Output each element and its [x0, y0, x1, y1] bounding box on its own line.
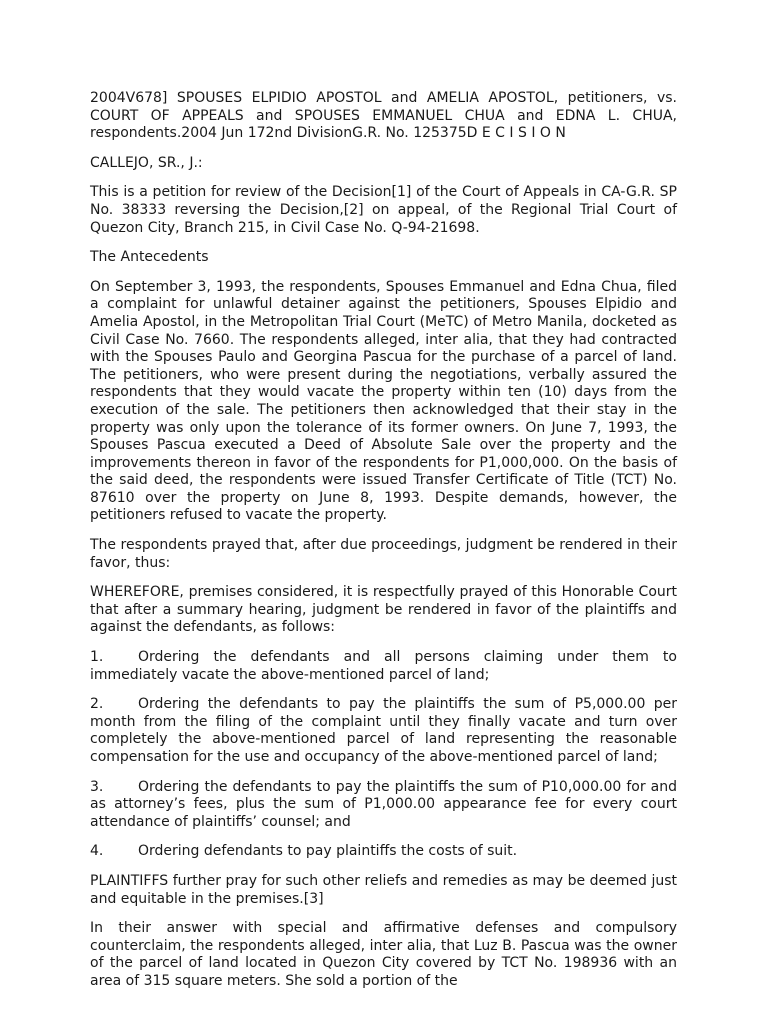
- list-item-text: Ordering the defendants and all persons claiming under them to immediately vacate the above-mentioned parcel of land;: [90, 649, 677, 683]
- list-item-text: Ordering defendants to pay plaintiffs the costs of suit.: [138, 843, 518, 860]
- wherefore-paragraph: WHEREFORE, premises considered, it is respectfully prayed of this Honorable Court that after a summary hearing, judgment be rendered in favor of the plaintiffs and against the defendants, as follows:: [90, 584, 677, 636]
- document-page: [90, 90, 677, 1003]
- answer-paragraph: In their answer with special and affirmative defenses and compulsory counterclaim, the respondents alleged, inter alia, that Luz B. Pascua was the owner of the parcel of land located in Quezon City covered by TCT No. 198936 with an area of 315 square meters. She sold a portion of the: [90, 920, 677, 989]
- list-item: [90, 649, 677, 684]
- list-item-number: 4.: [90, 843, 104, 860]
- list-item: [90, 696, 677, 766]
- prayer-paragraph: The respondents prayed that, after due proceedings, judgment be rendered in their favor, thus:: [90, 537, 677, 571]
- ponente: CALLEJO, SR., J.:: [90, 154, 203, 171]
- list-item-text: Ordering the defendants to pay the plaintiffs the sum of P5,000.00 per month from the filing of the complaint until they finally vacate and turn over completely the above-mentioned parcel of land representing the reasonable compensation for the use and occupancy of the above-mentioned parcel of land;: [90, 696, 677, 765]
- list-item: [90, 779, 677, 832]
- antecedents-paragraph: On September 3, 1993, the respondents, Spouses Emmanuel and Edna Chua, filed a complaint for unlawful detainer against the petitioners, Spouses Elpidio and Amelia Apostol, in the Metropolitan Trial Court (MeTC) of Metro Manila, docketed as Civil Case No. 7660. The respondents alleged, inter alia, that they had contracted with the Spouses Paulo and Georgina Pascua for the purchase of a parcel of land. The petitioners, who were present during the negotiations, verbally assured the respondents that they would vacate the property within ten (10) days from the execution of the sale. The petitioners then acknowledged that their stay in the property was only upon the tolerance of its former owners. On June 7, 1993, the Spouses Pascua executed a Deed of Absolute Sale over the property and the improvements thereon in favor of the respondents for P1,000,000. On the basis of the said deed, the respondents were issued Transfer Certificate of Title (TCT) No. 87610 over the property on June 8, 1993. Despite demands, however, the petitioners refused to vacate the property.: [90, 278, 677, 524]
- list-item: [90, 843, 677, 861]
- intro-paragraph: This is a petition for review of the Decision[1] of the Court of Appeals in CA-G.R. SP No. 38333 reversing the Decision,[2] on appeal, of the Regional Trial Court of Quezon City, Branch 215, in Civil Case No. Q-94-21698.: [90, 184, 677, 236]
- further-prayer-paragraph: PLAINTIFFS further pray for such other reliefs and remedies as may be deemed just and equitable in the premises.[3]: [90, 872, 677, 907]
- case-header: 2004V678] SPOUSES ELPIDIO APOSTOL and AMELIA APOSTOL, petitioners, vs. COURT OF APPEALS and SPOUSES EMMANUEL CHUA and EDNA L. CHUA, respondents.2004 Jun 172nd DivisionG.R. No. 125375D E C I S I O N: [90, 90, 677, 142]
- list-item-text: Ordering the defendants to pay the plaintiffs the sum of P10,000.00 for and as attorney’s fees, plus the sum of P1,000.00 appearance fee for every court attendance of plaintiffs’ counsel; and: [90, 778, 677, 830]
- section-heading: The Antecedents: [90, 249, 209, 266]
- list-item-number: 3.: [90, 778, 104, 795]
- list-item-number: 2.: [90, 696, 104, 713]
- list-item-number: 1.: [90, 649, 104, 666]
